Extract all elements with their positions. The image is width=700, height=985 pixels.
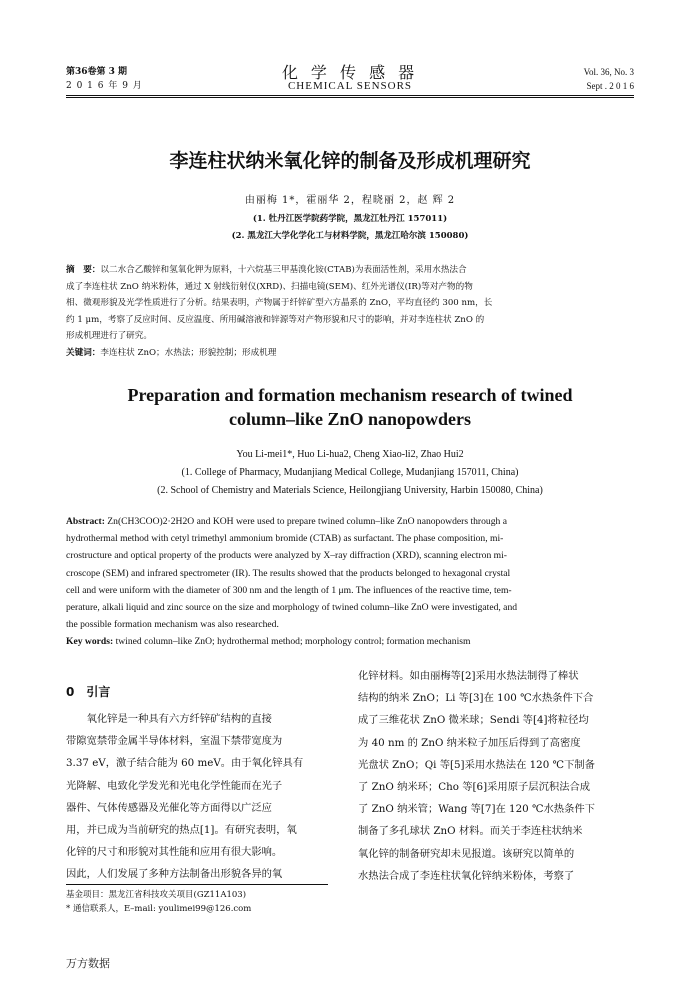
right-line-1: 化锌材料。如由丽梅等[2]采用水热法制得了棒状 [358,670,579,682]
affiliation-cn-1: (1. 牡丹江医学院药学院，黑龙江牡丹江 157011) [252,214,448,224]
keywords-en-label: Key words: [66,636,114,648]
authors-cn: 由丽梅 1*，霍丽华 2，程晓丽 2，赵 辉 2 [244,195,456,206]
intro-right-column [358,665,636,887]
header-rule-2 [66,97,634,98]
left-line-2: 带隙宽禁带金属半导体材料，室温下禁带宽度为 [66,735,283,748]
footnote-rule [66,884,328,885]
left-line-6: 用，并已成为当前研究的热点[1]。有研究表明，氧 [66,824,297,837]
left-line-4: 光降解、电致化学发光和光电化学性能而在光子 [66,779,283,792]
keywords-cn-label: 关键词： [66,347,101,358]
left-line-8: 因此，人们发展了多种方法制备出形貌各异的氧 [66,868,283,881]
journal-name-cn: 化 学 传 感 器 [281,63,419,82]
keywords-cn: 关键词：李连柱状 ZnO；水热法；形貌控制；形成机理 [66,347,277,358]
paper-title-en [66,383,634,431]
section-heading-intro: 0 引言 [66,685,111,699]
paper-title-en-line-2: column–like ZnO nanopowders [228,409,472,429]
left-line-5: 器件、气体传感器及光催化等方面得以广泛应 [66,801,272,814]
paper-title-en-line-1: Preparation and formation mechanism research of twined [127,385,573,405]
right-line-9: 氧化锌的制备研究却未见报道。该研究以简单的 [358,847,575,860]
affiliation-en-1: (1. College of Pharmacy, Mudanjiang Medical College, Mudanjiang 157011, China) [181,467,519,478]
header-volume-en: Vol. 36, No. 3 [583,67,634,77]
affiliation-en-2: (2. School of Chemistry and Materials Science, Heilongjiang University, Harbin 150080, China) [157,485,543,496]
footnote-contact: * 通信联系人，E–mail: youlimei99@126.com [66,904,252,914]
header-volume: 第36卷第 3 期 [66,67,128,77]
journal-name-en: CHEMICAL SENSORS [287,80,413,92]
affiliation-cn-2: (2. 黑龙江大学化学化工与材料学院，黑龙江哈尔滨 150080) [231,231,469,241]
right-line-2: 结构的纳米 ZnO；Li 等[3]在 100 ℃水热条件下合 [358,692,594,705]
abstract-cn-line-4: 约 1 μm，考察了反应时间、反应温度、所用碱溶液和锌源等对产物形貌和尺寸的影响，并对李连柱状 ZnO 的 [66,314,485,325]
right-line-3: 成了三维花状 ZnO 微米球；Sendi 等[4]将粒径均 [358,714,589,727]
right-line-5: 光盘状 ZnO；Qi 等[5]采用水热法在 120 ℃下制备 [358,758,595,771]
abstract-cn-line-1: 摘 要：以二水合乙酸锌和氢氧化钾为原料，十六烷基三甲基溴化铵(CTAB)为表面活性剂，采用水热法合 [66,265,467,275]
left-line-1: 氧化锌是一种具有六方纤锌矿结构的直接 [66,713,272,725]
left-line-3: 3.37 eV，激子结合能为 60 meV。由于氧化锌具有 [66,757,304,770]
header-date-en: Sept . 2 0 1 6 [586,81,634,91]
abstract-cn-line-2: 成了李连柱状 ZnO 纳米粉体，通过 X 射线衍射仪(XRD)、扫描电镜(SEM)、红外光谱仪(IR)等对产物的物 [66,281,473,292]
abstract-cn [66,262,634,362]
header-date: 2 0 1 6 年 9 月 [66,81,143,91]
abstract-en-line-2: hydrothermal method with cetyl trimethyl ammonium bromide (CTAB) as surfactant. The phase composition, mi- [66,533,504,545]
abstract-en-line-4: croscope (SEM) and infrared spectrometer (IR). The results showed that the products belonged to hexagonal crystal [66,567,511,579]
abstract-cn-label: 摘 要： [66,265,101,275]
left-line-7: 化锌的尺寸和形貌对其性能和应用有很大影响。 [66,846,283,859]
footnote-funding: 基金项目：黑龙江省科技攻关项目(GZ11A103) [66,890,247,900]
footnotes [66,888,251,916]
abstract-en-label: Abstract: [66,516,105,527]
abstract-cn-line-3: 相、微观形貌及光学性质进行了分析。结果表明，产物属于纤锌矿型六方晶系的 ZnO，平均直径约 300 nm，长 [66,298,493,309]
abstract-en-line-5: cell and were uniform with the diameter of 300 nm and the length of 1 μm. The influences of the reactive time, tem- [66,584,512,596]
right-line-4: 为 40 nm 的 ZnO 纳米粒子加压后得到了高密度 [358,736,581,749]
watermark-text: 万方数据 [66,957,110,970]
right-line-8: 制备了多孔球状 ZnO 材料。而关于李连柱状纳米 [358,825,583,838]
abstract-en [66,513,634,651]
abstract-en-line-7: the possible formation mechanism was also researched. [66,619,279,631]
paper-title-cn: 李连柱状纳米氧化锌的制备及形成机理研究 [169,150,531,172]
right-line-7: 了 ZnO 纳米管；Wang 等[7]在 120 ℃水热条件下 [358,803,595,816]
right-line-6: 了 ZnO 纳米环；Cho 等[6]采用原子层沉积法合成 [358,781,591,794]
abstract-en-line-1: Abstract: Zn(CH3COO)2·2H2O and KOH were used to prepare twined column–like ZnO nanopowders through a [66,516,507,527]
authors-en: You Li-mei1*, Huo Li-hua2, Cheng Xiao-li2, Zhao Hui2 [236,449,464,460]
keywords-en: Key words: twined column–like ZnO; hydrothermal method; morphology control; formation mechanism [66,636,471,648]
header-rule [66,95,634,96]
intro-left-column [66,708,344,886]
abstract-en-line-3: crostructure and optical property of the products were analyzed by X–ray diffraction (XRD), scanning electron mi- [66,550,507,562]
right-line-10: 水热法合成了李连柱状氧化锌纳米粉体，考察了 [358,869,575,882]
abstract-en-line-6: perature, alkali liquid and zinc source on the size and morphology of twined column–like ZnO were investigated, and [66,602,518,614]
abstract-cn-line-5: 形成机理进行了研究。 [66,331,152,342]
